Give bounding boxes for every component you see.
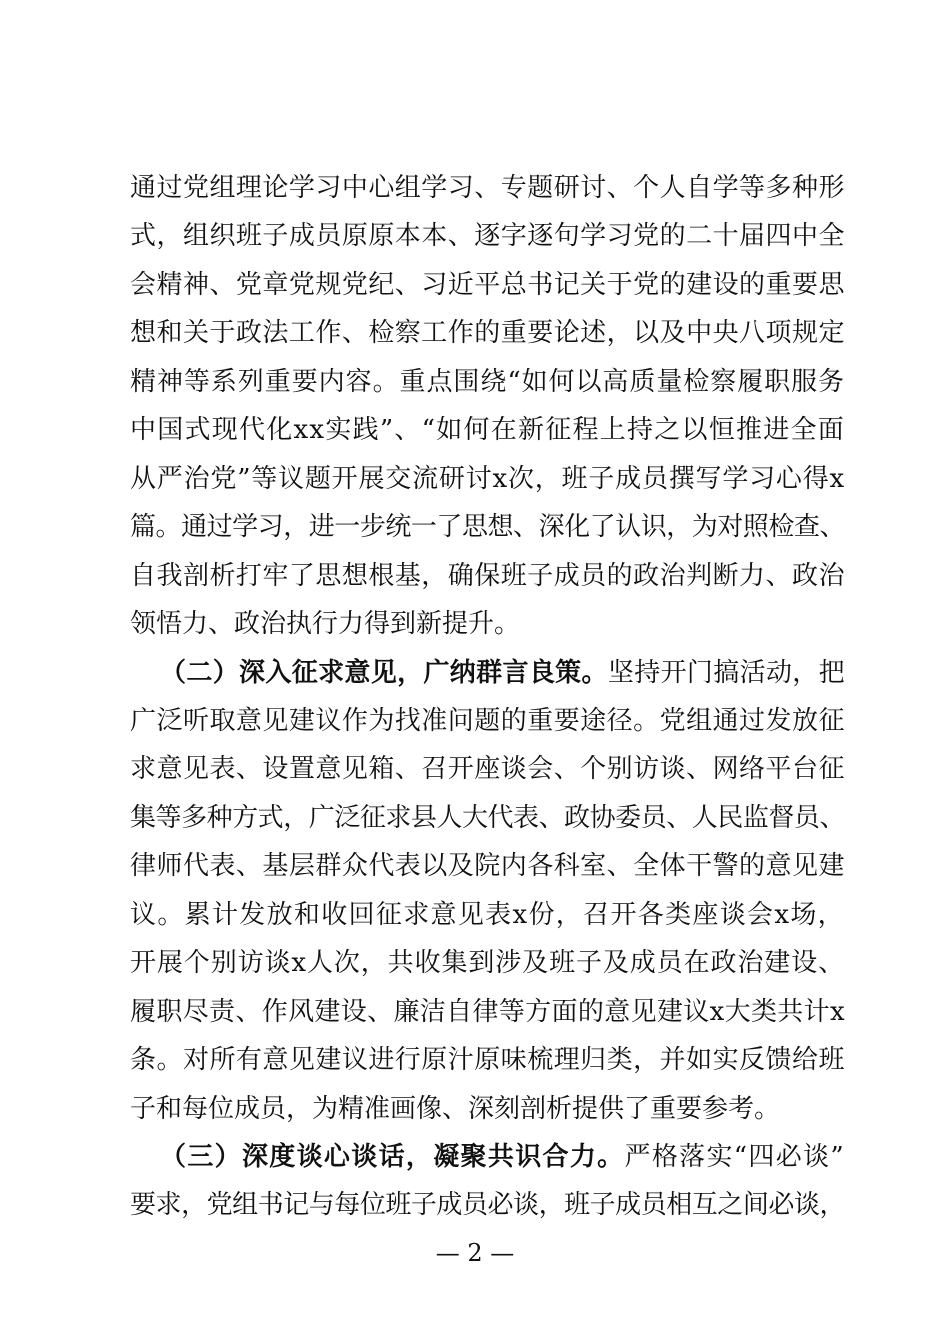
line-text: 严格落实“四必谈” <box>624 1142 845 1172</box>
text-line <box>130 701 845 741</box>
line-text: 想和关于政法工作、检察工作的重要论述，以及中央八项规定 <box>130 318 845 349</box>
text-line <box>130 168 845 208</box>
text-line <box>130 798 845 838</box>
text-line <box>130 1040 845 1080</box>
text-line <box>130 943 845 983</box>
text-line <box>130 459 845 499</box>
line-text: 开展个别访谈x人次，共收集到涉及班子及成员在政治建设、 <box>130 948 845 979</box>
line-text: 议。累计发放和收回征求意见表x份，召开各类座谈会x场， <box>130 899 845 930</box>
line-text: 自我剖析打牢了思想根基，确保班子成员的政治判断力、政治 <box>130 560 845 591</box>
line-text: 领悟力、政治执行力得到新提升。 <box>130 609 521 640</box>
text-line <box>130 1089 845 1129</box>
line-text: 要求，党组书记与每位班子成员必谈，班子成员相互之间必谈， <box>130 1190 845 1221</box>
line-text: 律师代表、基层群众代表以及院内各科室、全体干警的意见建 <box>130 851 845 882</box>
text-line <box>130 410 845 450</box>
text-line <box>130 749 845 789</box>
line-text: 会精神、党章党规党纪、习近平总书记关于党的建设的重要思 <box>130 269 845 300</box>
text-line <box>130 216 845 256</box>
line-text: 从严治党”等议题开展交流研讨x次，班子成员撰写学习心得x <box>130 463 845 494</box>
text-line <box>130 992 845 1032</box>
text-line <box>130 362 845 402</box>
line-text: 条。对所有意见建议进行原汁原味梳理归类，并如实反馈给班 <box>130 1045 845 1076</box>
line-text: 广泛听取意见建议作为找准问题的重要途径。党组通过发放征 <box>130 705 845 736</box>
text-line <box>130 507 845 547</box>
text-line <box>130 604 845 644</box>
text-line <box>130 313 845 353</box>
section-heading-line <box>160 1137 845 1177</box>
text-line <box>130 895 845 935</box>
section-heading: （二）深入征求意见，广纳群言良策。 <box>160 657 608 688</box>
text-line <box>130 1185 845 1225</box>
page-number: — 2 — <box>435 1239 515 1267</box>
line-text: 求意见表、设置意见箱、召开座谈会、个别访谈、网络平台征 <box>130 754 845 785</box>
text-line <box>130 846 845 886</box>
line-text: 集等多种方式，广泛征求县人大代表、政协委员、人民监督员、 <box>130 802 845 833</box>
line-text: 通过党组理论学习中心组学习、专题研讨、个人自学等多种形 <box>130 173 845 203</box>
line-text: 式，组织班子成员原原本本、逐字逐句学习党的二十届四中全 <box>130 221 845 252</box>
line-text: 子和每位成员，为精准画像、深刻剖析提供了重要参考。 <box>130 1093 781 1124</box>
text-line <box>130 265 845 305</box>
section-heading-line <box>160 653 845 693</box>
text-line <box>130 556 845 596</box>
line-text: 精神等系列重要内容。重点围绕“如何以高质量检察履职服务 <box>130 366 845 397</box>
line-text: 篇。通过学习，进一步统一了思想、深化了认识，为对照检查、 <box>130 512 845 543</box>
line-text: 坚持开门搞活动，把 <box>607 657 845 688</box>
line-text: 履职尽责、作风建设、廉洁自律等方面的意见建议x大类共计x <box>130 996 845 1027</box>
line-text: 中国式现代化xx实践”、“如何在新征程上持之以恒推进全面 <box>130 415 845 446</box>
section-heading: （三）深度谈心谈话，凝聚共识合力。 <box>160 1142 625 1172</box>
